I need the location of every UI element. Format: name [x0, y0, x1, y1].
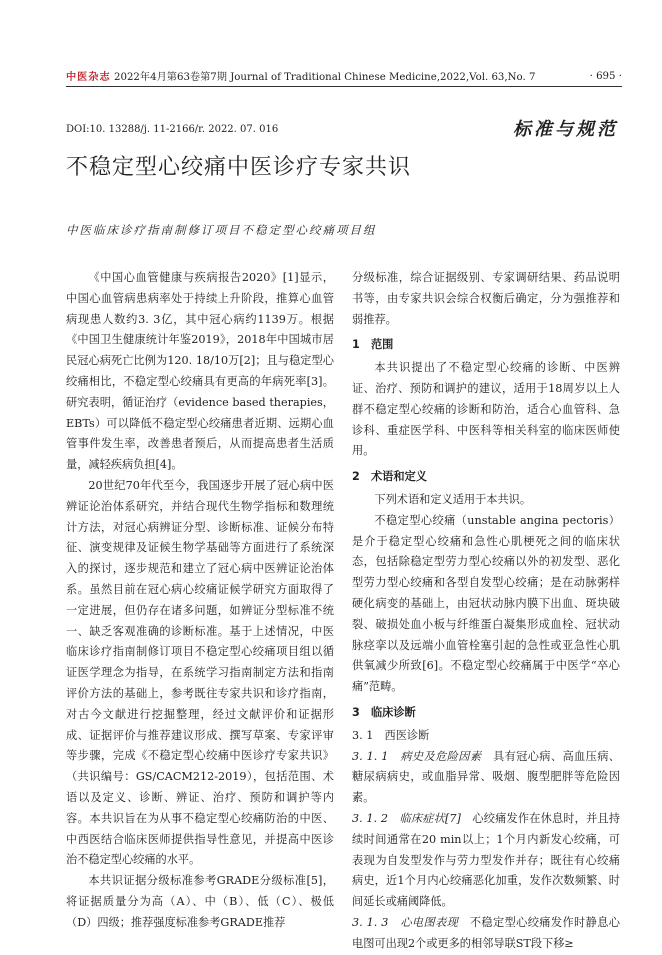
doi: DOI:10. 13288/j. 11-2166/r. 2022. 07. 016: [66, 124, 279, 135]
left-column: [66, 268, 334, 934]
section-heading: 1 范围: [352, 338, 394, 352]
paragraph: [352, 747, 620, 809]
subsection-label: 3. 1. 2 临床症状[7]: [352, 811, 461, 825]
page-number: · 695 ·: [589, 71, 622, 82]
paragraph: 20世纪70年代至今，我国逐步开展了冠心病中医辨证论治体系研究，并结合现代生物学指标和数理统计方法，对冠心病辨证分型、诊断标准、证候分布特征、演变规律及证候生物学基础等方面进行了系统深入的探讨，逐步规范和建立了冠心病中医辨证论治体系。虽然目前在冠心病心绞痛证候学研究方面取得了一定进展，但仍存在诸多问题，如辨证分型标准不统一、缺乏客观准确的诊断标准。基于上述情况，中医临床诊疗指南制修订项目不稳定型心绞痛项目组以循证医学理念为指导，在系统学习指南制定方法和指南评价方法的基础上，参考既往专家共识和诊疗指南，对古今文献进行挖掘整理，经过文献评价和证据形成、证据评价与推荐建议形成、撰写草案、专家评审等步骤，完成《不稳定型心绞痛中医诊疗专家共识》（共识编号：GS/CACM212-2019），包括范围、术语以及定义、诊断、辨证、治疗、预防和调护等内容。本共识旨在为从事不稳定型心绞痛防治的中医、中西医结合临床医师提供指导性意见，并提高中医诊治不稳定型心绞痛的水平。: [66, 478, 334, 867]
author-group: 中医临床诊疗指南制修订项目不稳定型心绞痛项目组: [66, 223, 377, 237]
subsection-label: 3. 1. 3 心电图表现: [352, 915, 459, 929]
paragraph: 本共识证据分级标准参考GRADE分级标准[5]，将证据质量分为高（A）、中（B）、低（C）、极低（D）四级；推荐强度标准参考GRADE推荐: [66, 874, 334, 929]
running-header: [66, 68, 622, 87]
section-heading: 3 临床诊断: [352, 705, 416, 719]
subsection-heading: 3. 1 西医诊断: [352, 728, 430, 742]
subsection-text: 心绞痛发作在休息时，并且持续时间通常在20 min以上；1个月内新发心绞痛，可表现为自发型发作与劳力型发作并存；既往有心绞痛病史，近1个月内心绞痛恶化加重，发作次数频繁、时间延长或痛阈降低。: [352, 811, 620, 909]
paragraph: 本共识提出了不稳定型心绞痛的诊断、中医辨证、治疗、预防和调护的建议，适用于18周岁以上人群不稳定型心绞痛的诊断和防治，适合心血管科、急诊科、重症医学科、中医科等相关科室的临床医师使用。: [352, 361, 620, 458]
article-title: 不稳定型心绞痛中医诊疗专家共识: [66, 155, 412, 180]
paragraph: 《中国心血管健康与疾病报告2020》[1]显示，中国心血管病患病率处于持续上升阶段，推算心血管病现患人数约3. 3亿，其中冠心病约1139万。根据《中国卫生健康统计年鉴2019》，2018年中国城市居民冠心病死亡比例为120. 18/10万[2]；且与稳定型心绞痛相比，不稳定型心绞痛具有更高的年病死率[3]。研究表明，循证治疗（evidence based therapies，EBTs）可以降低不稳定型心绞痛患者近期、远期心血管事件发生率，改善患者预后，从而提高患者生活质量，减轻疾病负担[4]。: [66, 271, 334, 472]
journal-name-cn: 中医杂志: [66, 71, 111, 83]
paragraph: 下列术语和定义适用于本共识。: [374, 492, 532, 506]
subsection-text: 具有冠心病、高血压病、糖尿病病史，或血脂异常、吸烟、腹型肥胖等危险因素。: [352, 749, 620, 805]
journal-issue-info: 2022年4月第63卷第7期 Journal of Traditional Chinese Medicine,2022,Vol. 63,No. 7: [110, 72, 536, 83]
column-tag: 标准与规范: [513, 119, 618, 140]
subsection-label: 3. 1. 1 病史及危险因素: [352, 749, 482, 763]
paragraph: 分级标准，综合证据级别、专家调研结果、药品说明书等，由专家共识会综合权衡后确定，分为强推荐和弱推荐。: [352, 271, 620, 326]
right-column: [352, 268, 620, 955]
paragraph: [352, 913, 620, 955]
paragraph: 不稳定型心绞痛（unstable angina pectoris）是介于稳定型心绞痛和急性心肌梗死之间的临床状态，包括除稳定型劳力型心绞痛以外的初发型、恶化型劳力型心绞痛和各型自发型心绞痛；是在动脉粥样硬化病变的基础上，由冠状动脉内膜下出血、斑块破裂、破损处血小板与纤维蛋白凝集形成血栓、冠状动脉痉挛以及远端小血管栓塞引起的急性或亚急性心肌供氧减少所致[6]。不稳定型心绞痛属于中医学“卒心痛”范畴。: [352, 513, 620, 694]
paragraph: [352, 809, 620, 913]
section-heading: 2 术语和定义: [352, 470, 427, 484]
subsection-text: 不稳定型心绞痛发作时静息心电图可出现2个或更多的相邻导联ST段下移≥: [352, 915, 620, 950]
